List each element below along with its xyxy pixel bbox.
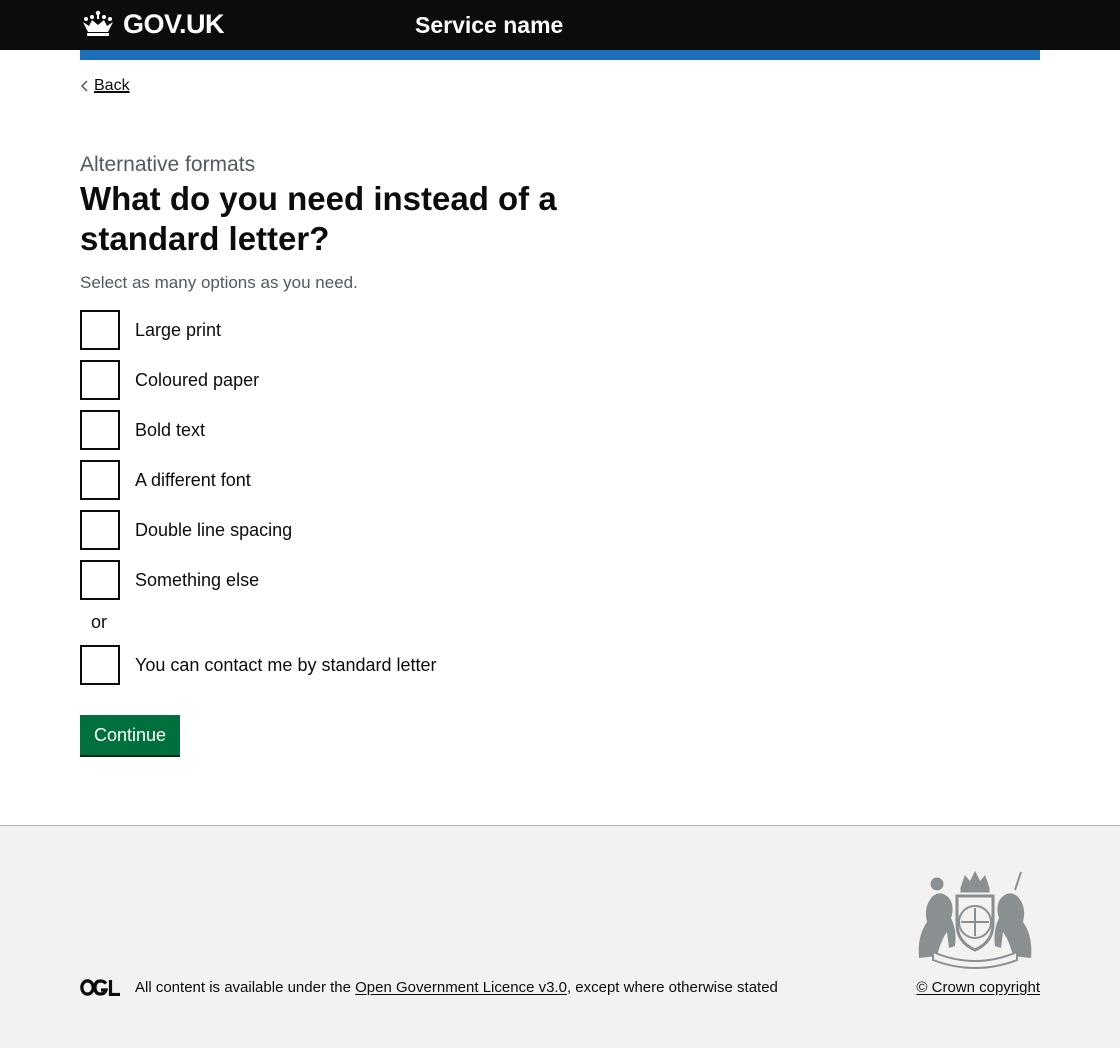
logo-text: GOV.UK xyxy=(123,8,225,39)
site-footer xyxy=(0,825,1120,1048)
crown-icon xyxy=(80,10,116,38)
checkbox-label: Something else xyxy=(135,570,260,590)
continue-button[interactable]: Continue xyxy=(80,715,180,755)
checkbox-input[interactable] xyxy=(80,510,120,550)
royal-coat-of-arms-icon xyxy=(911,866,1039,970)
hint-text: Select as many options as you need. xyxy=(80,273,358,292)
back-link[interactable] xyxy=(80,75,130,97)
site-header xyxy=(0,0,1120,50)
checkbox-label: Bold text xyxy=(135,420,206,440)
header-blue-rule xyxy=(80,50,1040,60)
checkbox-input[interactable] xyxy=(80,410,120,450)
back-link-label: Back xyxy=(94,77,130,94)
checkbox-different-font[interactable] xyxy=(80,460,251,500)
checkbox-bold-text[interactable] xyxy=(80,410,205,450)
checkbox-input[interactable] xyxy=(80,560,120,600)
checkbox-label: Double line spacing xyxy=(135,520,293,540)
service-name-link[interactable]: Service name xyxy=(415,12,564,38)
checkbox-divider: or xyxy=(91,612,108,632)
checkbox-input[interactable] xyxy=(80,360,120,400)
licence-suffix: , except where otherwise stated xyxy=(566,979,778,996)
checkbox-input[interactable] xyxy=(80,460,120,500)
ogl-logo-icon xyxy=(80,979,121,996)
checkbox-large-print[interactable] xyxy=(80,310,221,350)
crown-copyright-link[interactable]: © Crown copyright xyxy=(916,979,1040,996)
chevron-left-icon xyxy=(80,79,90,93)
open-government-licence-link[interactable]: Open Government Licence v3.0 xyxy=(355,979,567,996)
checkbox-input[interactable] xyxy=(80,645,120,685)
checkbox-double-line-spacing[interactable] xyxy=(80,510,292,550)
checkbox-label: Coloured paper xyxy=(135,370,260,390)
licence-prefix: All content is available under the xyxy=(135,979,356,996)
checkbox-coloured-paper[interactable] xyxy=(80,360,259,400)
checkbox-label: A different font xyxy=(135,470,251,490)
checkbox-label: Large print xyxy=(135,320,222,340)
checkbox-input[interactable] xyxy=(80,310,120,350)
checkbox-something-else[interactable] xyxy=(80,560,259,600)
page-caption: Alternative formats xyxy=(80,153,256,176)
checkbox-standard-letter[interactable] xyxy=(80,645,437,685)
govuk-logo-link[interactable] xyxy=(80,8,224,40)
page-title: What do you need instead of a standard letter? xyxy=(80,180,557,257)
checkbox-label: You can contact me by standard letter xyxy=(135,655,437,675)
licence-text xyxy=(135,977,778,999)
